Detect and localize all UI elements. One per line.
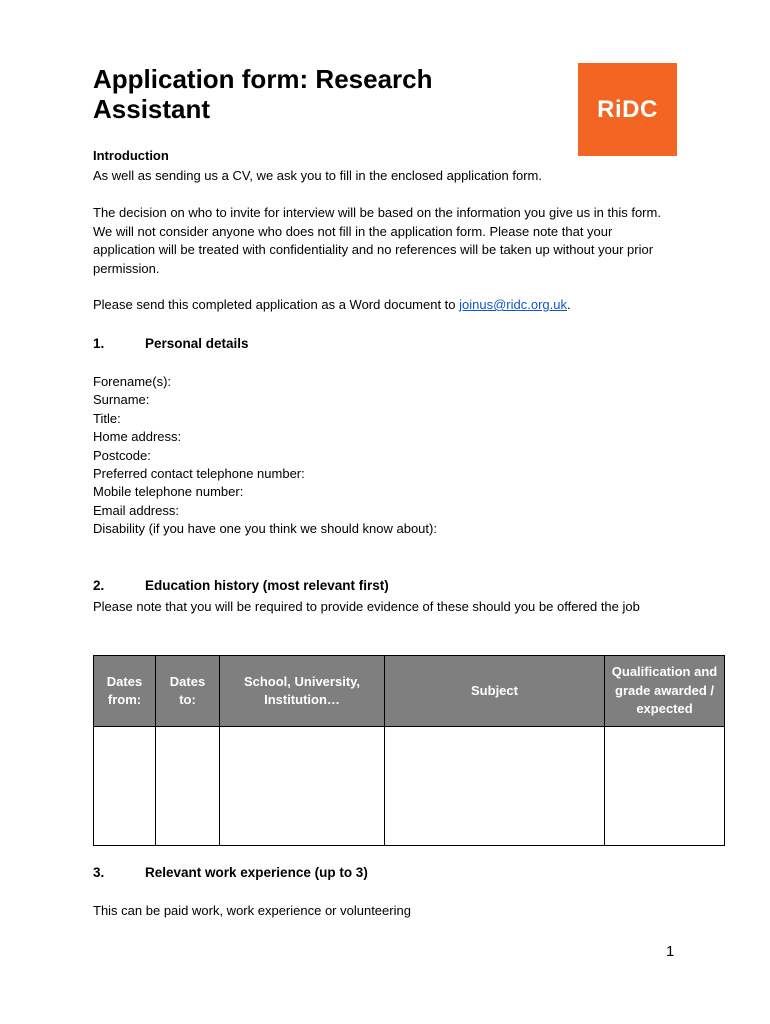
section-1-title: Personal details <box>145 336 249 351</box>
cell-dates-to[interactable] <box>156 727 220 846</box>
cell-subject[interactable] <box>385 727 605 846</box>
intro-paragraph-3 <box>93 296 571 315</box>
section-2-title: Education history (most relevant first) <box>145 578 389 593</box>
email-link[interactable]: joinus@ridc.org.uk <box>459 297 567 312</box>
field-contact-phone: Preferred contact telephone number: <box>93 465 305 481</box>
section-2-note: Please note that you will be required to provide evidence of these should you be offered the job <box>93 599 640 614</box>
header-qualification: Qualification and grade awarded / expected <box>605 656 725 727</box>
intro-heading: Introduction <box>93 148 169 163</box>
education-table <box>93 655 725 846</box>
page-title: Application form: Research Assistant <box>93 64 433 124</box>
send-instruction-end: . <box>567 297 571 312</box>
cell-dates-from[interactable] <box>94 727 156 846</box>
send-instruction-text: Please send this completed application as a Word document to <box>93 297 460 312</box>
section-2-number: 2. <box>93 578 105 593</box>
cell-institution[interactable] <box>220 727 385 846</box>
section-3-title: Relevant work experience (up to 3) <box>145 865 368 880</box>
field-email: Email address: <box>93 502 179 518</box>
cell-qualification[interactable] <box>605 727 725 846</box>
header-subject: Subject <box>385 656 605 727</box>
header-dates-to: Dates to: <box>156 656 220 727</box>
field-mobile-phone: Mobile telephone number: <box>93 484 244 500</box>
ridc-logo: RiDC <box>578 63 677 156</box>
intro-paragraph-1: As well as sending us a CV, we ask you to fill in the enclosed application form. <box>93 168 542 183</box>
table-header-row <box>94 656 725 727</box>
field-home-address: Home address: <box>93 429 182 445</box>
header-dates-from: Dates from: <box>94 656 156 727</box>
section-1-number: 1. <box>93 336 105 351</box>
field-forename: Forename(s): <box>93 374 172 389</box>
page-number: 1 <box>666 943 675 960</box>
field-disability: Disability (if you have one you think we should know about): <box>93 521 437 537</box>
section-3-number: 3. <box>93 865 105 880</box>
section-3-note: This can be paid work, work experience or volunteering <box>93 903 411 918</box>
header-institution: School, University, Institution… <box>220 656 385 727</box>
intro-paragraph-2: The decision on who to invite for interview will be based on the information you give us in this form. We will not consider anyone who does not fill in the application form. Please note that your application will be treated with confidentiality and no references will be taken up without your prior permission. <box>93 205 661 276</box>
field-title: Title: <box>93 410 121 426</box>
table-row <box>94 727 725 846</box>
field-surname: Surname: <box>93 392 150 408</box>
personal-details-fields <box>93 373 437 539</box>
field-postcode: Postcode: <box>93 447 151 463</box>
